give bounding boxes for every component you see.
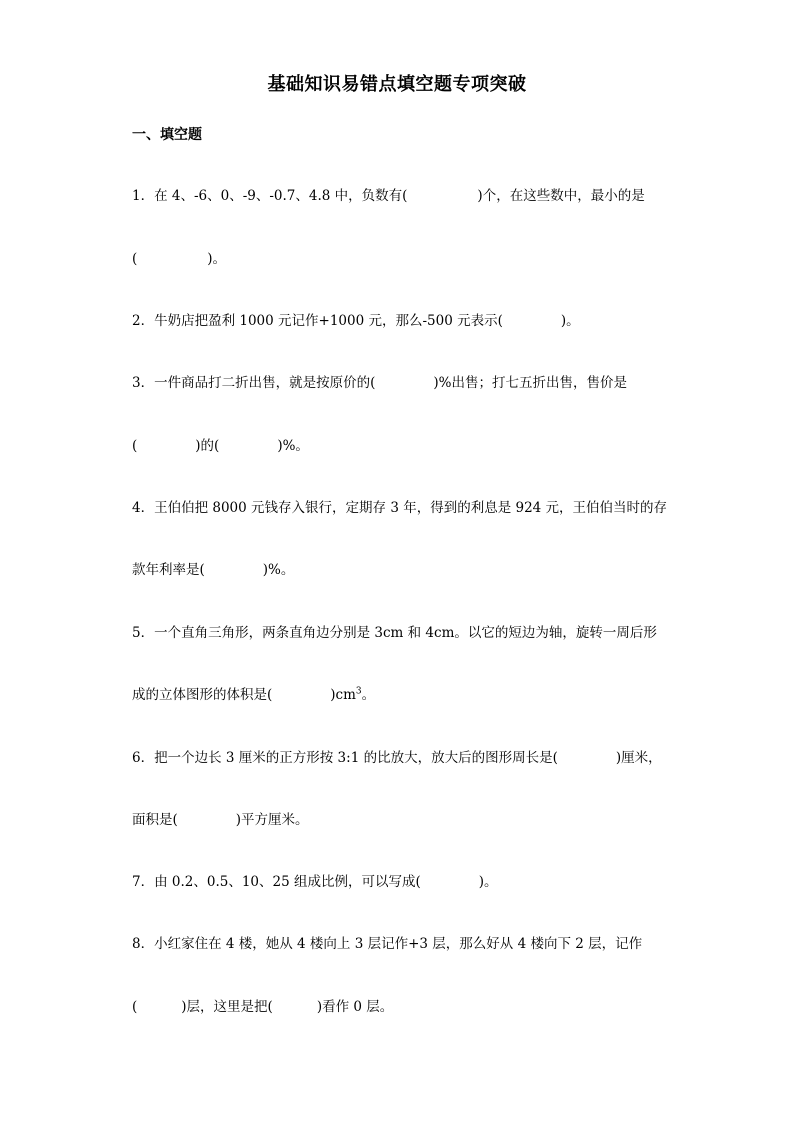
question-5-line-2: 成的立体图形的体积是( )$cm^3$。 (132, 686, 376, 703)
question-5-line-1: 5．一个直角三角形，两条直角边分别是 3cm 和 4cm。以它的短边为轴，旋转一周后形 (132, 625, 657, 641)
question-4-line-1: 4．王伯伯把 8000 元钱存入银行，定期存 3 年，得到的利息是 924 元，王伯伯当时的存 (132, 500, 668, 516)
question-2-line-1: 2．牛奶店把盈利 1000 元记作+1000 元，那么-500 元表示( )。 (132, 313, 580, 329)
question-3-line-2: ( )的( )%。 (132, 438, 309, 454)
question-1-line-2: ( )。 (132, 251, 227, 267)
question-6-line-2: 面积是( )平方厘米。 (132, 812, 309, 828)
question-1-line-1: 1．在 4、-6、0、-9、-0.7、4.8 中，负数有( )个，在这些数中，最小的是 (132, 188, 645, 204)
page-title: 基础知识易错点填空题专项突破 (267, 74, 527, 95)
question-4-line-2: 款年利率是( )%。 (132, 562, 295, 578)
question-6-line-1: 6．把一个边长 3 厘米的正方形按 3:1 的比放大，放大后的图形周长是( )厘米， (132, 750, 662, 766)
question-8-line-1: 8．小红家住在 4 楼，她从 4 楼向上 3 层记作+3 层，那么好从 4 楼向下 2 层，记作 (132, 936, 643, 952)
section-heading: 一、填空题 (132, 127, 202, 143)
question-7-line-1: 7．由 0.2、0.5、10、25 组成比例，可以写成( )。 (132, 874, 498, 890)
question-3-line-1: 3．一件商品打二折出售，就是按原价的( )%出售；打七五折出售，售价是 (132, 375, 627, 391)
question-8-line-2: ( )层，这里是把( )看作 0 层。 (132, 999, 394, 1015)
